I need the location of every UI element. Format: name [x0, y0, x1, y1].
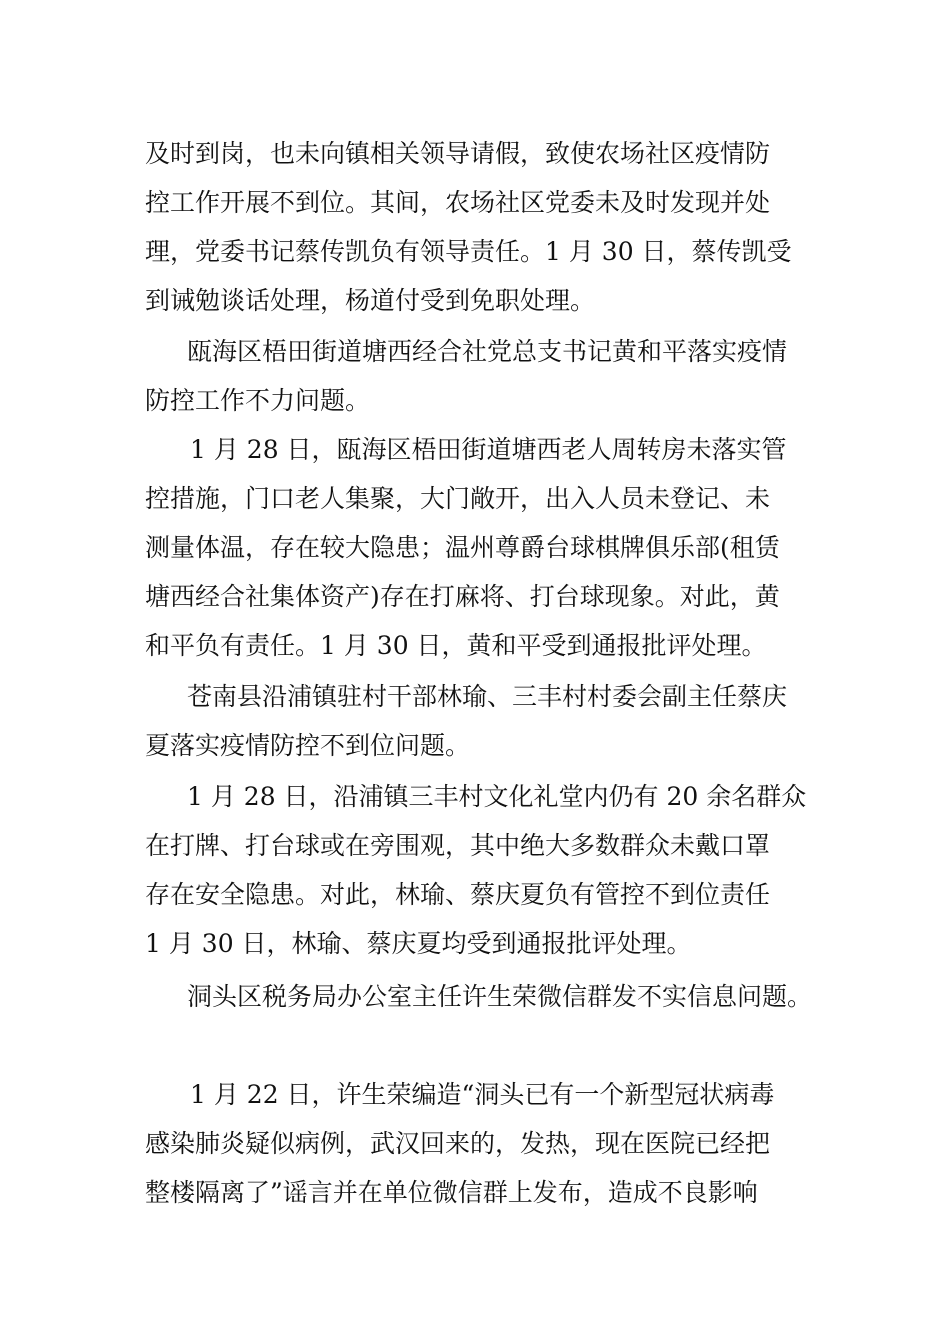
text-line: 1 月 30 日，林瑜、蔡庆夏均受到通报批评处理。: [145, 929, 692, 958]
text-line: 夏落实疫情防控不到位问题。: [145, 731, 471, 760]
text-line: 控工作开展不到位。其间，农场社区党委未及时发现并处: [145, 188, 771, 217]
text-line: 控措施，门口老人集聚，大门敞开，出入人员未登记、未: [145, 484, 771, 513]
text-line: 测量体温，存在较大隐患；温州尊爵台球棋牌俱乐部(租赁: [145, 533, 780, 562]
text-line: 1 月 28 日，瓯海区梧田街道塘西老人周转房未落实管: [190, 435, 787, 464]
paragraph-heading: 洞头区税务局办公室主任许生荣微信群发不实信息问题。: [187, 982, 813, 1011]
text-line: 感染肺炎疑似病例，武汉回来的，发热，现在医院已经把: [145, 1129, 771, 1158]
text-line: 在打牌、打台球或在旁围观，其中绝大多数群众未戴口罩: [145, 831, 771, 860]
paragraph-heading: 苍南县沿浦镇驻村干部林瑜、三丰村村委会副主任蔡庆: [187, 682, 788, 711]
text-line: 存在安全隐患。对此，林瑜、蔡庆夏负有管控不到位责任: [145, 880, 771, 909]
text-line: 到诫勉谈话处理，杨道付受到免职处理。: [145, 286, 596, 315]
paragraph-heading: 瓯海区梧田街道塘西经合社党总支书记黄和平落实疫情: [187, 337, 788, 366]
text-line: 和平负有责任。1 月 30 日，黄和平受到通报批评处理。: [145, 631, 767, 660]
text-line: 防控工作不力问题。: [145, 386, 371, 415]
text-line: 整楼隔离了”谣言并在单位微信群上发布，造成不良影响: [145, 1178, 758, 1207]
text-line: 1 月 22 日，许生荣编造“洞头已有一个新型冠状病毒: [190, 1080, 775, 1109]
text-line: 塘西经合社集体资产)存在打麻将、打台球现象。对此，黄: [145, 582, 780, 611]
text-line: 及时到岗，也未向镇相关领导请假，致使农场社区疫情防: [145, 139, 771, 168]
text-line: 1 月 28 日，沿浦镇三丰村文化礼堂内仍有 20 余名群众: [187, 782, 807, 811]
text-line: 理，党委书记蔡传凯负有领导责任。1 月 30 日，蔡传凯受: [145, 237, 792, 266]
